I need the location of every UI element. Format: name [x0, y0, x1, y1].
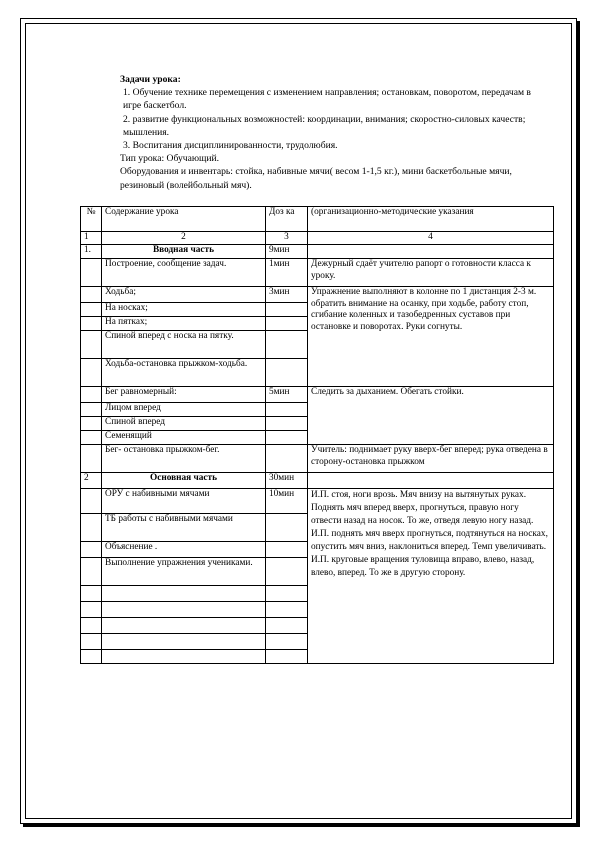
part1-r1-dose: 1мин [266, 259, 308, 287]
part1-num: 1. [81, 245, 102, 259]
table-row [81, 387, 554, 403]
task-3: 3. Воспитания дисциплинированности, трудолюбия. [123, 140, 338, 152]
part2-r4-content: Выполнение упражнения учениками. [102, 558, 266, 586]
table-row [81, 473, 554, 489]
part1-r5-content: Спиной вперед с носка на пятку. [102, 331, 266, 359]
part1-dose: 9мин [266, 245, 308, 259]
header-notes: (организационно-методические указания [308, 207, 554, 232]
part2-r1-content: ОРУ с набивными мячами [102, 489, 266, 514]
part1-r7-content: Бег равномерный: [102, 387, 266, 403]
part2-r3-content: Объяснение . [102, 542, 266, 558]
col-number-2: 2 [102, 232, 266, 245]
part1-r1-content: Построение, сообщение задач. [102, 259, 266, 287]
part2-title: Основная часть [102, 473, 266, 489]
part2-note-3: И.П. круговые вращения туловища вправо, влево, назад, влево, вперед. То же в другую сторону. [311, 555, 535, 578]
part1-r9-content: Спиной вперед [102, 417, 266, 431]
table-row [81, 287, 554, 303]
tasks-heading: Задачи урока: [120, 74, 181, 85]
header-content: Содержание урока [102, 207, 266, 232]
header-num: № [81, 207, 102, 232]
table-row [81, 445, 554, 473]
table-row [81, 259, 554, 287]
col-number-1: 1 [81, 232, 102, 245]
table-header-row [81, 207, 554, 232]
part1-r6-content: Ходьба-остановка прыжком-ходьба. [102, 359, 266, 387]
equipment: Оборудования и инвентарь: стойка, набивные мячи( весом 1-1,5 кг.), мини баскетбольные мячи, резиновый (волейбольный мяч). [120, 166, 512, 191]
lesson-intro [120, 73, 540, 192]
part2-note-2: И.П. поднять мяч вверх прогнуться, подтянуться на носках, опустить мяч вниз, наклониться вперед. Темп увеличивать. [311, 529, 548, 552]
part2-num: 2 [81, 473, 102, 489]
part2-r2-content: ТБ работы с набивными мячами [102, 514, 266, 542]
col-number-4: 4 [308, 232, 554, 245]
part1-r8-content: Лицом вперед [102, 403, 266, 417]
task-2: 2. развитие функциональных возможностей: координации, внимания; скоростно-силовых качеств; мышления. [123, 113, 526, 138]
task-1: 1. Обучение технике перемещения с изменением направления; остановкам, поворотом, передачам в игре баскетбол. [123, 87, 531, 112]
column-number-row [81, 232, 554, 245]
part1-r7-dose: 5мин [266, 387, 308, 403]
header-dose: Доз ка [266, 207, 308, 232]
part1-walk-notes: Упражнение выполняют в колонне по 1 дистанция 2-3 м. обратить внимание на осанку, при ходьбе, работу стоп, сгибание коленных и тазобедренных суставов при остановке и поворотах. Руки согнуты. [308, 287, 554, 387]
part2-note-1: И.П. стоя, ноги врозь. Мяч внизу на вытянутых руках. Поднять мяч вперед вверх, прогнуться, правую ногу отвести назад на носок. То же, отведя левую ногу назад. [311, 490, 534, 526]
part2-notes [308, 489, 554, 664]
part1-r10-content: Семенящий [102, 431, 266, 445]
part2-r1-dose: 10мин [266, 489, 308, 514]
lesson-type: Тип урока: Обучающий. [120, 153, 220, 165]
part1-r4-content: На пятках; [102, 317, 266, 331]
lesson-plan-table [80, 206, 554, 664]
col-number-3: 3 [266, 232, 308, 245]
part1-r11-notes: Учитель: поднимает руку вверх-бег вперед; рука отведена в сторону-остановка прыжком [308, 445, 554, 473]
part1-r7-notes: Следить за дыханием. Обегать стойки. [308, 387, 554, 445]
part1-r1-notes: Дежурный сдаёт учителю рапорт о готовности класса к уроку. [308, 259, 554, 287]
part1-r3-content: На носках; [102, 303, 266, 317]
part1-r2-content: Ходьба; [102, 287, 266, 303]
table-row [81, 489, 554, 514]
part1-title: Вводная часть [102, 245, 266, 259]
part1-r11-content: Бег- остановка прыжком-бег. [102, 445, 266, 473]
part2-dose: 30мин [266, 473, 308, 489]
part1-r2-dose: 3мин [266, 287, 308, 303]
table-row [81, 245, 554, 259]
